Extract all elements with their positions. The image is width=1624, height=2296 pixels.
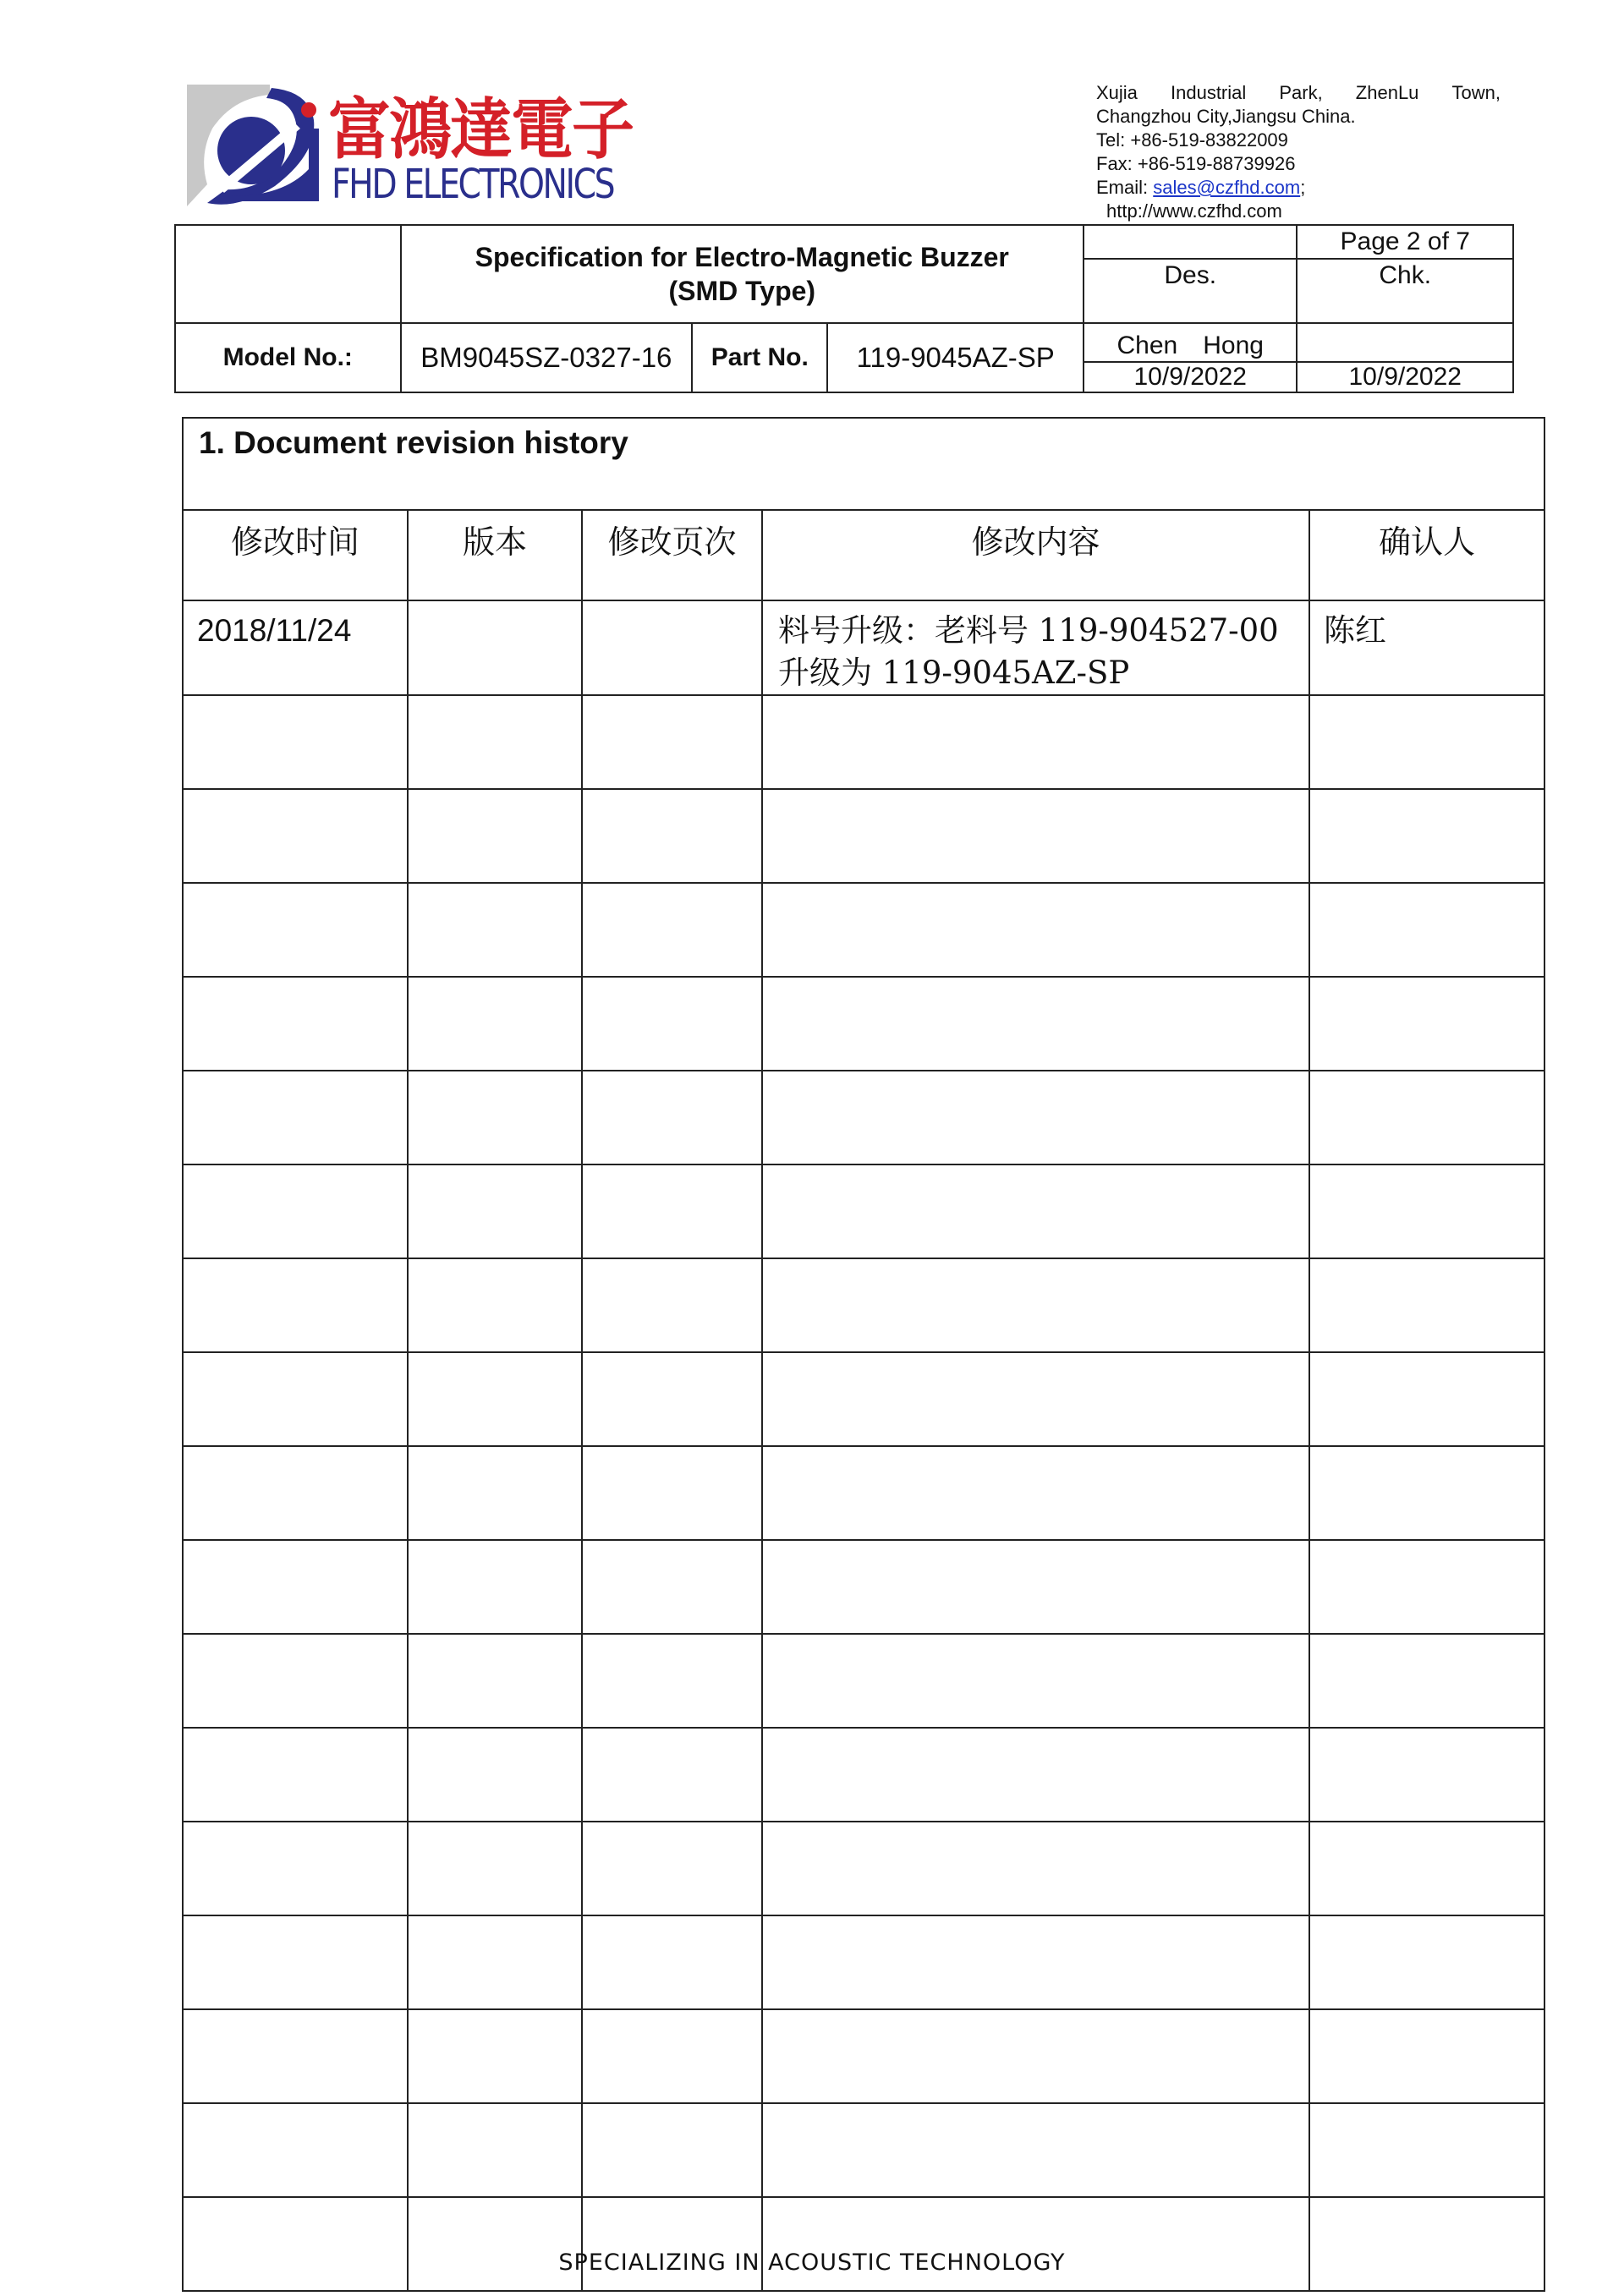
- telephone: Tel: +86-519-83822009: [1096, 129, 1288, 151]
- part-no-value: 119-9045AZ-SP: [827, 323, 1084, 392]
- empty-cell: [408, 883, 582, 977]
- empty-cell: [408, 1915, 582, 2009]
- email-link[interactable]: sales@czfhd.com: [1153, 177, 1301, 198]
- empty-cell: [183, 1540, 408, 1634]
- empty-cell: [1309, 977, 1544, 1071]
- empty-cell: [183, 1822, 408, 1915]
- table-row: [183, 789, 1544, 883]
- empty-cell: [1309, 1258, 1544, 1352]
- table-row: [183, 1915, 1544, 2009]
- empty-cell: [762, 2009, 1309, 2103]
- fax: Fax: +86-519-88739926: [1096, 153, 1296, 174]
- empty-cell: [582, 1446, 762, 1540]
- table-row: [183, 977, 1544, 1071]
- empty-cell: [582, 1352, 762, 1446]
- address-line-1: [1096, 81, 1501, 105]
- empty-cell: [1309, 2103, 1544, 2197]
- table-row: [183, 1352, 1544, 1446]
- column-header-pages: 修改页次: [582, 510, 762, 600]
- empty-cell: [762, 789, 1309, 883]
- empty-cell: [762, 1352, 1309, 1446]
- empty-cell: [183, 1446, 408, 1540]
- blank-cell: [175, 225, 401, 323]
- email-line: [1096, 176, 1502, 200]
- empty-cell: [1309, 1352, 1544, 1446]
- empty-cell: [408, 977, 582, 1071]
- empty-cell: [408, 2197, 582, 2291]
- revision-history-table: [182, 417, 1545, 2292]
- column-header-confirmed-by: 确认人: [1309, 510, 1544, 600]
- model-no-value: BM9045SZ-0327-16: [401, 323, 693, 392]
- empty-cell: [582, 1258, 762, 1352]
- empty-cell: [408, 1164, 582, 1258]
- empty-cell: [183, 789, 408, 883]
- empty-cell: [1309, 1915, 1544, 2009]
- empty-cell: [582, 1634, 762, 1728]
- empty-cell: [762, 1634, 1309, 1728]
- table-row: [183, 1446, 1544, 1540]
- spec-title: [401, 225, 1084, 323]
- part-no-label: Part No.: [692, 323, 827, 392]
- empty-cell: [762, 1728, 1309, 1822]
- empty-cell: [1309, 2009, 1544, 2103]
- table-row: [183, 1164, 1544, 1258]
- address-word: Xujia: [1096, 82, 1138, 103]
- empty-cell: [762, 1540, 1309, 1634]
- column-header-date: 修改时间: [183, 510, 408, 600]
- empty-cell: [1309, 1071, 1544, 1164]
- empty-cell: [582, 2103, 762, 2197]
- empty-cell: [1309, 1822, 1544, 1915]
- table-row: [183, 600, 1544, 695]
- empty-cell: [408, 1728, 582, 1822]
- spec-title-line-1: Specification for Electro-Magnetic Buzzer: [475, 242, 1009, 272]
- table-row: [183, 1822, 1544, 1915]
- empty-cell: [1309, 1164, 1544, 1258]
- empty-cell: [183, 977, 408, 1071]
- empty-cell: [1309, 1446, 1544, 1540]
- empty-cell: [1309, 1728, 1544, 1822]
- empty-cell: [183, 1071, 408, 1164]
- empty-cell: [183, 883, 408, 977]
- email-suffix: ;: [1300, 177, 1306, 198]
- header-row: [183, 510, 1544, 600]
- table-row: [183, 883, 1544, 977]
- empty-cell: [762, 1258, 1309, 1352]
- empty-cell: [408, 789, 582, 883]
- empty-cell: [183, 1728, 408, 1822]
- empty-cell: [183, 1915, 408, 2009]
- empty-cell: [582, 1071, 762, 1164]
- section-title: 1. Document revision history: [183, 418, 1544, 510]
- revision-content-line-1: 料号升级：老料号 119-904527-00: [778, 612, 1279, 649]
- empty-cell: [408, 1446, 582, 1540]
- company-name-en: FHD ELECTRONICS: [332, 161, 614, 208]
- empty-cell: [582, 1822, 762, 1915]
- empty-cell: [183, 1634, 408, 1728]
- website: http://www.czfhd.com: [1106, 200, 1282, 222]
- empty-cell: [183, 1352, 408, 1446]
- empty-cell: [408, 1071, 582, 1164]
- empty-cell: [582, 883, 762, 977]
- column-header-version: 版本: [408, 510, 582, 600]
- company-address: [1096, 81, 1502, 223]
- empty-rows: [183, 695, 1544, 2291]
- empty-cell: [762, 1915, 1309, 2009]
- empty-cell: [183, 1258, 408, 1352]
- address-word: Park,: [1279, 82, 1323, 103]
- address-word: ZhenLu: [1355, 82, 1419, 103]
- spec-title-line-2: (SMD Type): [668, 276, 816, 306]
- empty-cell: [582, 2009, 762, 2103]
- table-row: [183, 1728, 1544, 1822]
- blank-cell: [1084, 225, 1297, 259]
- empty-cell: [1309, 789, 1544, 883]
- company-name-cn: 富鴻達電子: [328, 91, 633, 169]
- table-row: [183, 1634, 1544, 1728]
- table-row: [183, 1258, 1544, 1352]
- des-label: Des.: [1084, 259, 1297, 323]
- table-row: [183, 695, 1544, 789]
- empty-cell: [582, 695, 762, 789]
- chk-label: Chk.: [1297, 259, 1513, 323]
- revision-content-line-2: 升级为 119-9045AZ-SP: [778, 655, 1130, 691]
- empty-cell: [183, 2197, 408, 2291]
- empty-cell: [408, 2103, 582, 2197]
- revision-confirmed-by: 陈红: [1309, 600, 1544, 695]
- revision-pages: [582, 600, 762, 695]
- address-line-2: Changzhou City,Jiangsu China.: [1096, 106, 1356, 127]
- empty-cell: [408, 1634, 582, 1728]
- page-indicator: Page 2 of 7: [1297, 225, 1513, 259]
- email-label: Email:: [1096, 177, 1154, 198]
- empty-cell: [1309, 695, 1544, 789]
- address-word: Industrial: [1171, 82, 1247, 103]
- table-row: [183, 2103, 1544, 2197]
- table-row: [183, 2197, 1544, 2291]
- empty-cell: [582, 1540, 762, 1634]
- empty-cell: [762, 1822, 1309, 1915]
- empty-cell: [1309, 2197, 1544, 2291]
- empty-cell: [408, 695, 582, 789]
- designer-date: 10/9/2022: [1084, 362, 1297, 392]
- empty-cell: [762, 1071, 1309, 1164]
- empty-cell: [582, 2197, 762, 2291]
- empty-cell: [582, 1728, 762, 1822]
- table-row: [183, 1071, 1544, 1164]
- empty-cell: [1309, 1540, 1544, 1634]
- empty-cell: [762, 1164, 1309, 1258]
- empty-cell: [582, 977, 762, 1071]
- empty-cell: [582, 1164, 762, 1258]
- checker-name: [1297, 323, 1513, 362]
- empty-cell: [582, 1915, 762, 2009]
- empty-cell: [762, 2197, 1309, 2291]
- empty-cell: [762, 2103, 1309, 2197]
- empty-cell: [183, 2009, 408, 2103]
- empty-cell: [408, 1352, 582, 1446]
- table-row: [183, 1540, 1544, 1634]
- revision-version: [408, 600, 582, 695]
- empty-cell: [762, 977, 1309, 1071]
- designer-name: Chen Hong: [1084, 323, 1297, 362]
- empty-cell: [183, 1164, 408, 1258]
- revision-content: [762, 600, 1309, 695]
- checker-date: 10/9/2022: [1297, 362, 1513, 392]
- spec-header-table: [174, 224, 1514, 393]
- empty-cell: [762, 695, 1309, 789]
- empty-cell: [183, 2103, 408, 2197]
- model-no-label: Model No.:: [175, 323, 401, 392]
- empty-cell: [762, 883, 1309, 977]
- empty-cell: [408, 1540, 582, 1634]
- empty-cell: [408, 2009, 582, 2103]
- revision-date: 2018/11/24: [183, 600, 408, 695]
- table-row: [183, 2009, 1544, 2103]
- address-word: Town,: [1451, 82, 1501, 103]
- empty-cell: [408, 1822, 582, 1915]
- column-header-content: 修改内容: [762, 510, 1309, 600]
- empty-cell: [1309, 883, 1544, 977]
- empty-cell: [1309, 1634, 1544, 1728]
- empty-cell: [408, 1258, 582, 1352]
- footer-tagline: SPECIALIZING IN ACOUSTIC TECHNOLOGY: [558, 2249, 1066, 2276]
- empty-cell: [582, 789, 762, 883]
- empty-cell: [762, 1446, 1309, 1540]
- empty-cell: [183, 695, 408, 789]
